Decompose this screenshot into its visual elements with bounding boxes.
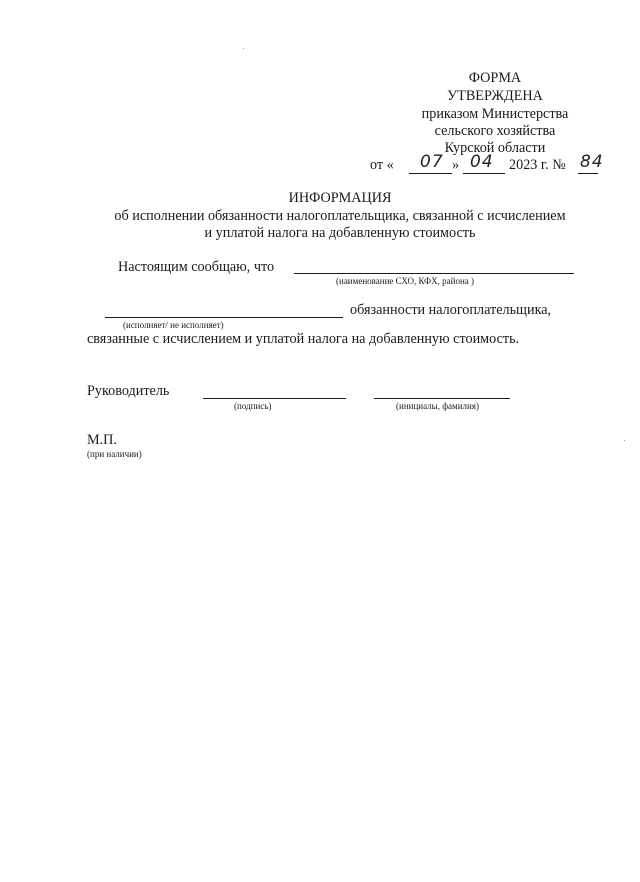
order-number-underline: [578, 173, 598, 174]
intro-text: Настоящим сообщаю, что: [118, 259, 275, 275]
order-line-1: приказом Министерства: [421, 106, 569, 122]
form-label: ФОРМА: [468, 70, 522, 86]
date-month-underline: [463, 173, 505, 174]
scan-speck: [243, 48, 244, 49]
head-label: Руководитель: [87, 383, 170, 399]
org-name-caption: (наименование СХО, КФХ, района ): [336, 276, 475, 286]
signature-caption: (подпись): [234, 401, 272, 411]
order-line-3: Курской области: [444, 140, 546, 156]
approved-label: УТВЕРЖДЕНА: [447, 88, 543, 104]
doc-subtitle-2: и уплатой налога на добавленную стоимость: [204, 225, 476, 241]
order-line-2: сельского хозяйства: [434, 123, 556, 139]
org-name-field[interactable]: [294, 273, 574, 274]
doc-subtitle-1: об исполнении обязанности налогоплательщика, связанной с исчислением: [114, 208, 566, 224]
obligations-text: обязанности налогоплательщика,: [350, 302, 552, 318]
date-prefix: от «: [370, 157, 394, 173]
date-day: 07: [420, 152, 444, 172]
signature-field[interactable]: [203, 398, 346, 399]
name-field[interactable]: [374, 398, 510, 399]
date-year: 2023 г. №: [509, 157, 566, 173]
fulfillment-field[interactable]: [105, 317, 343, 318]
stamp-caption: (при наличии): [87, 449, 142, 459]
date-day-underline: [409, 173, 452, 174]
doc-title: ИНФОРМАЦИЯ: [288, 190, 392, 206]
name-caption: (инициалы, фамилия): [396, 401, 479, 411]
fulfillment-caption: (исполняет/ не исполняет): [123, 320, 224, 330]
scan-speck: [624, 440, 625, 441]
order-number: 84: [580, 152, 604, 172]
stamp-label: М.П.: [87, 432, 117, 448]
date-month: 04: [470, 152, 494, 172]
body-line-3: связанные с исчислением и уплатой налога на добавленную стоимость.: [87, 331, 520, 347]
date-mid: »: [452, 157, 460, 173]
